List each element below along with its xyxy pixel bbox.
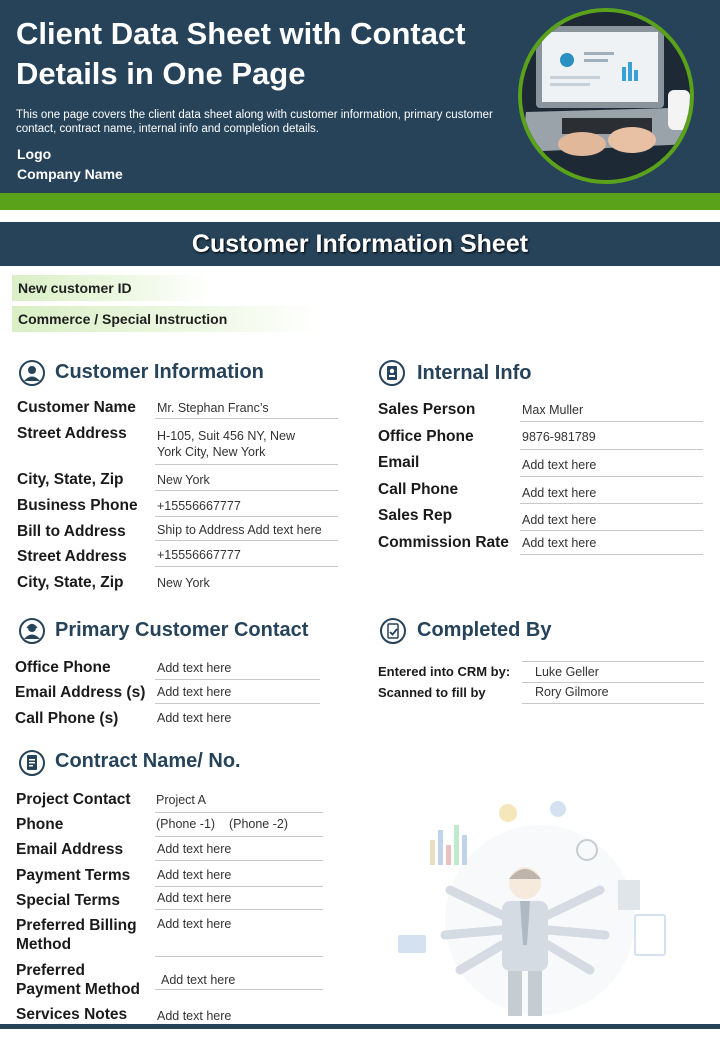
accent-band	[0, 193, 720, 210]
internal-info-title: Internal Info	[417, 362, 532, 384]
field-label: Special Terms	[16, 892, 120, 909]
field-label: Customer Name	[17, 399, 136, 416]
field-value[interactable]: Add text here	[157, 917, 232, 931]
divider	[155, 812, 323, 813]
field-label: City, State, Zip	[17, 471, 124, 488]
document-icon	[19, 750, 45, 776]
divider	[520, 449, 703, 450]
field-label: Street Address	[17, 425, 127, 442]
page-title: Client Data Sheet with Contact Details in One Page	[16, 16, 466, 91]
field-value[interactable]: Add text here	[157, 711, 232, 725]
divider	[155, 860, 323, 861]
field-value[interactable]: Max Muller	[522, 403, 584, 417]
field-label: Street Address	[17, 548, 127, 565]
divider	[155, 490, 338, 491]
field-label: Payment Terms	[16, 867, 131, 884]
field-label: Preferred Payment Method	[16, 962, 141, 998]
field-value[interactable]: Add text here	[157, 842, 232, 856]
divider	[520, 421, 703, 422]
field-label: Bill to Address	[17, 523, 126, 540]
field-value[interactable]: Project A	[156, 793, 207, 807]
field-label: City, State, Zip	[17, 574, 124, 591]
field-label: Call Phone (s)	[15, 710, 119, 727]
customer-info-title: Customer Information	[55, 361, 264, 383]
field-label: Call Phone	[378, 481, 459, 498]
customer-id-label: New customer ID	[12, 275, 208, 301]
field-label: Commission Rate	[378, 534, 509, 551]
divider	[155, 464, 338, 465]
footer-bar	[0, 1024, 720, 1029]
field-value[interactable]: Mr. Stephan Franc’s	[157, 401, 269, 415]
field-label: Project Contact	[16, 791, 131, 808]
field-label: Email Address	[16, 841, 124, 858]
logo-text: Logo	[17, 146, 52, 162]
field-label: Office Phone	[15, 659, 111, 676]
divider	[155, 956, 323, 957]
divider	[520, 554, 703, 555]
field-value[interactable]: +15556667777	[157, 499, 241, 513]
field-label: Services Notes	[16, 1006, 128, 1023]
section-banner: Customer Information Sheet	[0, 222, 720, 266]
field-value[interactable]: Ship to Address Add text here	[157, 523, 322, 537]
field-value[interactable]: Add text here	[522, 458, 597, 472]
divider	[155, 516, 338, 517]
divider	[520, 530, 703, 531]
field-value[interactable]: Add text here	[157, 1009, 232, 1023]
company-name: Company Name	[17, 166, 123, 182]
field-value[interactable]: +15556667777	[157, 548, 241, 562]
divider	[155, 909, 323, 910]
divider	[155, 540, 338, 541]
special-instruction-label: Commerce / Special Instruction	[12, 306, 318, 332]
field-value[interactable]: Add text here	[157, 868, 232, 882]
divider	[520, 503, 703, 504]
field-value[interactable]: New York	[157, 576, 210, 590]
field-label: Sales Rep	[378, 507, 453, 524]
field-label: Business Phone	[17, 497, 138, 514]
field-label: Entered into CRM by:	[378, 664, 511, 679]
divider	[522, 703, 704, 704]
field-value[interactable]: Add text here	[522, 486, 597, 500]
divider	[155, 679, 320, 680]
field-value[interactable]: Add text here	[161, 973, 236, 987]
field-value[interactable]: New York	[157, 473, 210, 487]
contact-icon	[19, 618, 45, 644]
divider	[520, 476, 703, 477]
field-value[interactable]: (Phone -1) (Phone -2)	[156, 817, 289, 831]
page-subtitle: This one page covers the client data sheet along with customer information, primary customer contact, contract name, internal info and completion details.	[16, 109, 493, 135]
divider	[155, 886, 323, 887]
completed-by-title: Completed By	[417, 619, 552, 641]
field-label: Preferred Billing Method	[16, 917, 137, 953]
field-label: Scanned to fill by	[378, 685, 486, 700]
field-value[interactable]: H-105, Suit 456 NY, New York City, New York	[157, 429, 296, 459]
field-value[interactable]: Add text here	[522, 536, 597, 550]
divider	[155, 989, 323, 990]
contract-title: Contract Name/ No.	[55, 750, 241, 772]
primary-contact-title: Primary Customer Contact	[55, 619, 309, 641]
user-icon	[19, 360, 45, 386]
laptop-photo	[518, 8, 694, 184]
field-value[interactable]: Add text here	[522, 513, 597, 527]
field-label: Office Phone	[378, 428, 474, 445]
field-value[interactable]: Rory Gilmore	[535, 685, 609, 699]
multitasking-businessman-illustration	[390, 795, 690, 1020]
divider	[155, 566, 338, 567]
field-value[interactable]: Luke Geller	[535, 665, 599, 679]
divider	[155, 418, 338, 419]
divider	[522, 682, 704, 683]
field-label: Email Address (s)	[15, 684, 146, 701]
id-badge-icon	[379, 360, 405, 386]
checklist-icon	[380, 618, 406, 644]
field-value[interactable]: Add text here	[157, 661, 232, 675]
field-value[interactable]: Add text here	[157, 685, 232, 699]
field-value[interactable]: 9876-981789	[522, 430, 596, 444]
divider	[522, 661, 704, 662]
divider	[155, 703, 320, 704]
field-label: Email	[378, 454, 420, 471]
field-label: Phone	[16, 816, 64, 833]
field-label: Sales Person	[378, 401, 476, 418]
field-value[interactable]: Add text here	[157, 891, 232, 905]
divider	[155, 836, 323, 837]
